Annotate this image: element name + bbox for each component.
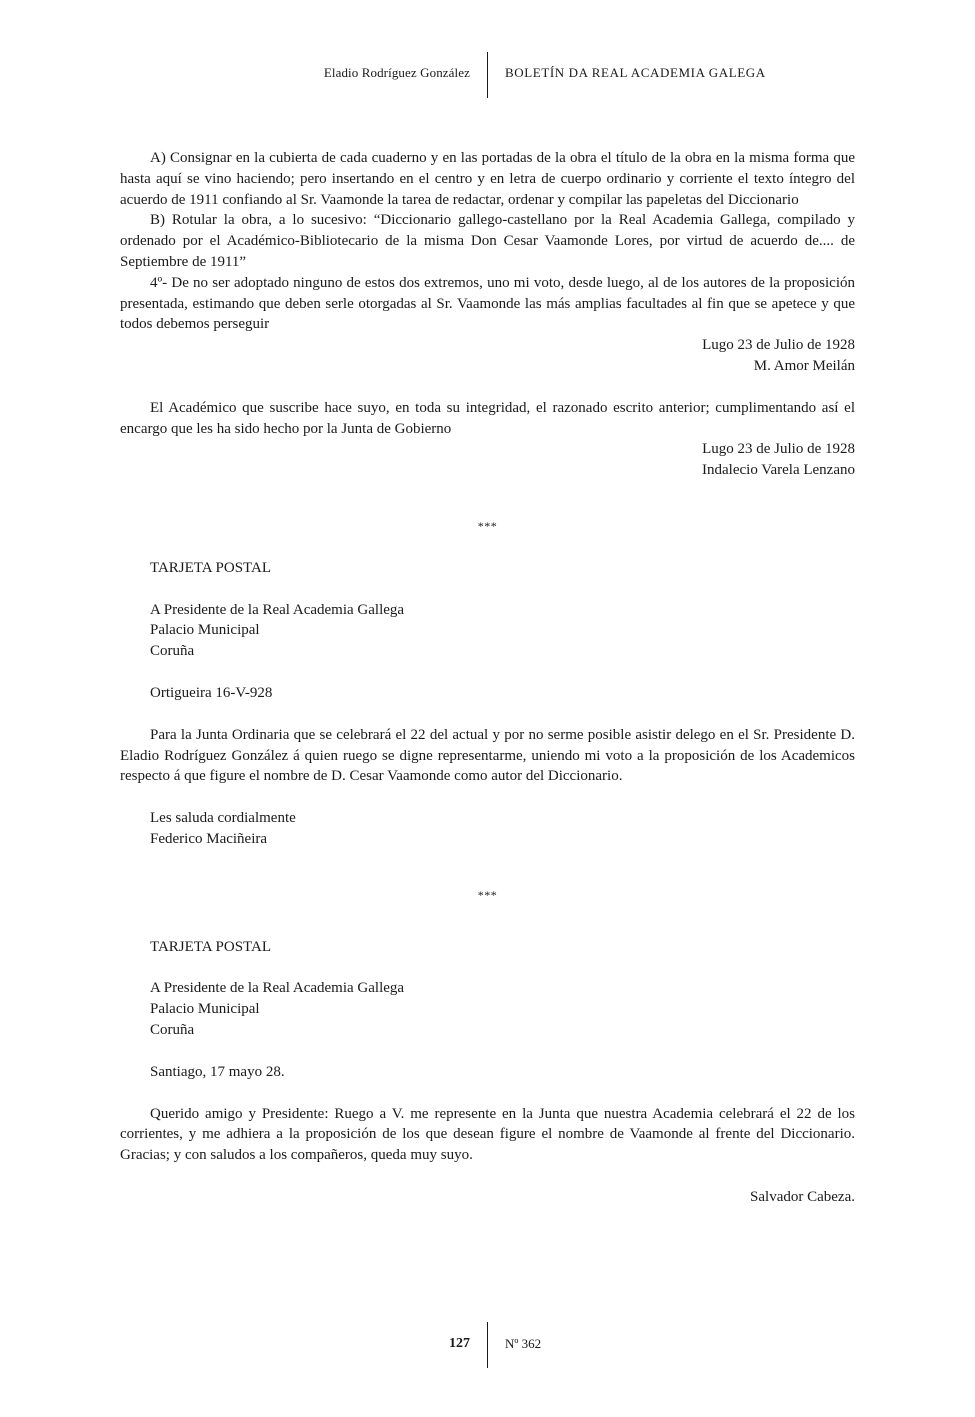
- postcard-2-title: TARJETA POSTAL: [150, 938, 271, 955]
- postcard-1-closing: Les saluda cordialmente: [150, 810, 296, 827]
- signature-1-place-date: Lugo 23 de Julio de 1928: [702, 337, 855, 354]
- page-body: [120, 148, 855, 1208]
- postcard-1-address-line: Coruña: [150, 643, 195, 660]
- paragraph-point-4: 4º- De no ser adoptado ninguno de estos dos extremos, uno mi voto, desde luego, al de los autores de la proposición presentada, estimando que deben serle otorgadas al Sr. Vaamonde las más amplias facultades al fin que se apetece y que todos debemos perseguir: [120, 274, 855, 333]
- postcard-1-address-line: A Presidente de la Real Academia Gallega: [150, 601, 405, 618]
- footer-divider: [487, 1322, 488, 1368]
- postcard-2-place-date: Santiago, 17 mayo 28.: [150, 1063, 285, 1080]
- running-header: [0, 52, 975, 100]
- issue-number: Nº 362: [505, 1336, 542, 1351]
- paragraph-option-a: A) Consignar en la cubierta de cada cuaderno y en las portadas de la obra el título de la obra en la misma forma que hasta aquí se vino haciendo; pero insertando en el centro y en letra de cuerpo ordinario y corriente el texto íntegro del acuerdo de 1911 confiando al Sr. Vaamonde la tarea de redactar, ordenar y compilar las papeletas del Diccionario: [120, 150, 855, 208]
- section-separator-2: ***: [477, 887, 498, 902]
- postcard-1: [120, 558, 855, 850]
- header-author: Eladio Rodríguez González: [323, 65, 470, 80]
- header-journal-title: BOLETÍN DA REAL ACADEMIA GALEGA: [505, 65, 766, 80]
- page-number: 127: [449, 1336, 470, 1351]
- postcard-1-text: Para la Junta Ordinaria que se celebrará el 22 del actual y por no serme posible asistir delego en el Sr. Presidente D. Eladio Rodríguez González á quien ruego se digne representarme, uniendo mi voto a la proposición de los Academicos respecto á que figure el nombre de D. Cesar Vaamonde como autor del Diccionario.: [120, 726, 855, 785]
- postcard-1-title: TARJETA POSTAL: [150, 559, 271, 576]
- postcard-1-address-line: Palacio Municipal: [150, 622, 260, 639]
- signature-1-name: M. Amor Meilán: [753, 357, 855, 374]
- postcard-2-signature: Salvador Cabeza.: [750, 1188, 855, 1205]
- postcard-1-signature: Federico Maciñeira: [150, 830, 268, 847]
- section-separator-1: ***: [477, 518, 498, 533]
- paragraph-academico: El Académico que suscribe hace suyo, en toda su integridad, el razonado escrito anterior; cumplimentando así el encargo que les ha sido hecho por la Junta de Gobierno: [120, 399, 855, 437]
- postcard-1-place-date: Ortigueira 16-V-928: [150, 684, 273, 701]
- postcard-2-address-line: Palacio Municipal: [150, 1001, 260, 1018]
- running-footer: [0, 1322, 975, 1370]
- header-divider: [487, 52, 488, 98]
- postcard-2-text: Querido amigo y Presidente: Ruego a V. me represente en la Junta que nuestra Academia celebrará el 22 de los corrientes, y me adhiera a la proposición de los que desean figure el nombre de Vaamonde al frente del Diccionario. Gracias; y con saludos a los compañeros, queda muy suyo.: [120, 1105, 855, 1164]
- postcard-2-address-line: Coruña: [150, 1021, 195, 1038]
- paragraph-option-b: B) Rotular la obra, a lo sucesivo: “Diccionario gallego-castellano por la Real Academia Gallega, compilado y ordenado por el Académico-Bibliotecario de la misma Don Cesar Vaamonde Lores, por virtud de acuerdo de.... de Septiembre de 1911”: [120, 212, 855, 270]
- signature-2-place-date: Lugo 23 de Julio de 1928: [702, 441, 855, 458]
- postcard-2-address-line: A Presidente de la Real Academia Gallega: [150, 980, 405, 997]
- signature-2-name: Indalecio Varela Lenzano: [702, 462, 855, 479]
- postcard-2: [120, 937, 855, 1208]
